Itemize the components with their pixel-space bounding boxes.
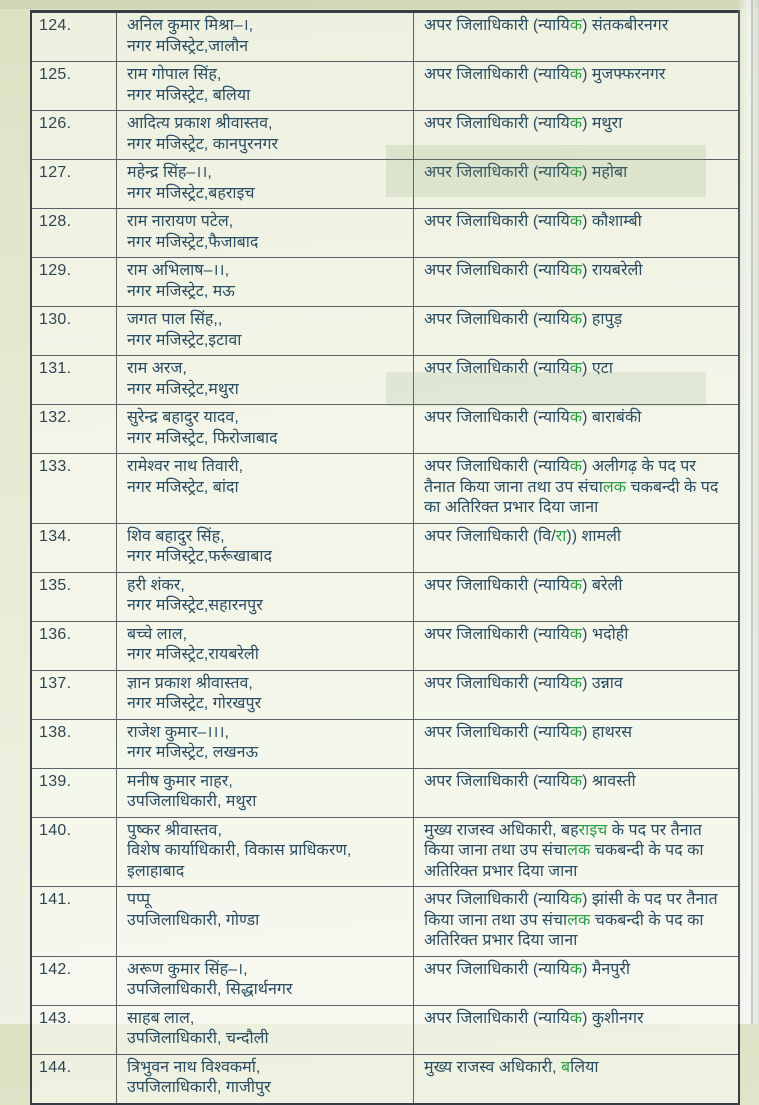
posting-segment: राइच xyxy=(578,821,608,839)
posting-segment: लक xyxy=(567,842,591,859)
posting-segment: अपर जिलाधिकारी (न्यायि xyxy=(424,891,570,908)
serial-number-cell: 124. xyxy=(32,13,117,61)
officer-line: विशेष कार्याधिकारी, विकास प्राधिकरण, इलाहाबाद xyxy=(127,842,352,880)
posting-segment: ब xyxy=(561,1058,571,1076)
posting-segment: ) उन्नाव xyxy=(582,674,623,692)
posting-segment: अपर जिलाधिकारी (वि/ xyxy=(424,527,556,545)
officer-line: सुरेन्द्र बहादुर यादव, xyxy=(127,409,239,426)
posting-segment: अपर जिलाधिकारी (न्यायि xyxy=(424,360,570,377)
officer-line: नगर मजिस्ट्रेट, कानपुरनगर xyxy=(127,135,279,153)
posting-cell xyxy=(414,622,738,670)
table-row xyxy=(32,209,738,258)
officer-cell xyxy=(117,887,414,956)
officer-line: नगर मजिस्ट्रेट, लखनऊ xyxy=(127,744,259,761)
officer-cell xyxy=(117,1055,414,1103)
posting-segment: क xyxy=(569,164,583,181)
serial-number-cell: 129. xyxy=(32,258,117,306)
posting-segment: ) मथुरा xyxy=(582,115,623,132)
table-row xyxy=(32,887,738,957)
table-row xyxy=(32,818,738,888)
posting-segment: रा xyxy=(555,527,567,545)
officer-line: उपजिलाधिकारी, चन्दौली xyxy=(127,1030,269,1047)
posting-segment: क xyxy=(569,409,583,426)
posting-segment: क xyxy=(569,213,583,230)
officer-line: नगर मजिस्ट्रेट, बलिया xyxy=(127,86,251,104)
officer-cell xyxy=(117,818,414,887)
posting-segment: क xyxy=(569,66,583,83)
posting-segment: क xyxy=(569,311,583,328)
posting-segment: अपर जिलाधिकारी (न्यायि xyxy=(424,576,570,594)
officer-line: आदित्य प्रकाश श्रीवास्तव, xyxy=(127,115,273,132)
posting-segment: अपर जिलाधिकारी (न्यायि xyxy=(424,311,570,328)
officer-line: शिव बहादुर सिंह, xyxy=(127,527,225,545)
posting-segment: क xyxy=(569,723,583,741)
officer-line: नगर मजिस्ट्रेट, फिरोजाबाद xyxy=(127,429,278,447)
officer-cell xyxy=(117,573,414,621)
officer-line: उपजिलाधिकारी, गोण्डा xyxy=(127,911,260,929)
posting-segment: ) मैनपुरी xyxy=(582,960,631,978)
officer-line: पुष्कर श्रीवास्तव, xyxy=(127,821,222,839)
officer-line: नगर मजिस्ट्रेट,फर्रूखाबाद xyxy=(127,548,273,565)
officer-line: नगर मजिस्ट्रेट, मऊ xyxy=(127,282,235,300)
posting-segment: ) कुशीनगर xyxy=(582,1009,644,1027)
posting-cell xyxy=(414,62,738,110)
table-row xyxy=(32,160,738,209)
officer-line: मनीष कुमार नाहर, xyxy=(127,772,233,790)
posting-cell xyxy=(414,356,738,404)
posting-segment: के पद पर तैनात किया जाना तथा उप संचा xyxy=(424,821,702,859)
posting-cell xyxy=(414,887,738,956)
posting-cell xyxy=(414,258,738,306)
posting-segment: चकबन्दी के पद का अतिरिक्त प्रभार दिया जाना xyxy=(424,911,704,949)
posting-segment: ) झांसी के पद पर तैनात किया जाना तथा उप संचा xyxy=(424,891,718,929)
table-row xyxy=(32,671,738,720)
table-row xyxy=(32,356,738,405)
posting-segment: अपर जिलाधिकारी (न्यायि xyxy=(424,17,570,34)
officer-line: राम गोपाल सिंह, xyxy=(127,66,222,83)
posting-cell xyxy=(414,573,738,621)
posting-cell xyxy=(414,524,738,572)
serial-number-cell: 130. xyxy=(32,307,117,355)
officer-line: नगर मजिस्ट्रेट,इटावा xyxy=(127,331,242,349)
posting-segment: क xyxy=(569,625,583,643)
table-row xyxy=(32,573,738,622)
posting-segment: ) एटा xyxy=(582,360,613,377)
officer-line: बच्चे लाल, xyxy=(127,625,188,643)
officer-cell xyxy=(117,1006,414,1054)
posting-segment: मुख्य राजस्व अधिकारी, xyxy=(424,1058,561,1076)
officer-cell xyxy=(117,307,414,355)
paper-edge-line xyxy=(751,0,753,1024)
officer-line: रामेश्वर नाथ तिवारी, xyxy=(127,458,244,475)
posting-cell xyxy=(414,1006,738,1054)
officer-line: उपजिलाधिकारी, मथुरा xyxy=(127,793,257,810)
serial-number-cell: 136. xyxy=(32,622,117,670)
serial-number-cell: 128. xyxy=(32,209,117,257)
posting-segment: क xyxy=(569,772,583,790)
officer-cell xyxy=(117,160,414,208)
officer-cell xyxy=(117,454,414,523)
officer-line: पप्पू xyxy=(127,891,151,908)
officer-line: हरी शंकर, xyxy=(127,576,185,594)
officer-line: राम अभिलाष–।।, xyxy=(127,262,230,279)
officer-cell xyxy=(117,356,414,404)
table-row xyxy=(32,307,738,356)
posting-segment: अपर जिलाधिकारी (न्यायि xyxy=(424,1009,570,1027)
serial-number-cell: 139. xyxy=(32,769,117,817)
serial-number-cell: 143. xyxy=(32,1006,117,1054)
posting-cell xyxy=(414,13,738,61)
scan-tint-strip xyxy=(0,0,759,9)
officer-line: अरूण कुमार सिंह–।, xyxy=(127,960,248,978)
posting-segment: ) महोबा xyxy=(582,164,628,181)
table-row xyxy=(32,111,738,160)
serial-number-cell: 125. xyxy=(32,62,117,110)
posting-segment: ) भदोही xyxy=(582,625,629,643)
officer-line: जगत पाल सिंह,, xyxy=(127,311,223,328)
officer-line: नगर मजिस्ट्रेट,सहारनपुर xyxy=(127,597,263,614)
officer-line: उपजिलाधिकारी, सिद्धार्थनगर xyxy=(127,981,293,998)
officer-line: नगर मजिस्ट्रेट, गोरखपुर xyxy=(127,695,262,712)
posting-segment: चकबन्दी के पद का अतिरिक्त प्रभार दिया जाना xyxy=(424,842,704,880)
officer-line: महेन्द्र सिंह–।।, xyxy=(127,164,212,181)
officer-line: नगर मजिस्ट्रेट,जालौन xyxy=(127,37,249,55)
posting-segment: अपर जिलाधिकारी (न्यायि xyxy=(424,262,570,279)
officer-cell xyxy=(117,258,414,306)
posting-segment: ) रायबरेली xyxy=(582,262,643,279)
officer-line: नगर मजिस्ट्रेट,बहराइच xyxy=(127,184,255,202)
posting-cell xyxy=(414,405,738,453)
officer-cell xyxy=(117,62,414,110)
serial-number-cell: 127. xyxy=(32,160,117,208)
posting-cell xyxy=(414,957,738,1005)
table-row xyxy=(32,622,738,671)
posting-segment: क xyxy=(569,674,583,692)
posting-cell xyxy=(414,818,738,887)
serial-number-cell: 138. xyxy=(32,720,117,768)
posting-segment: अपर जिलाधिकारी (न्यायि xyxy=(424,164,570,181)
paper-edge-highlight xyxy=(737,0,759,1024)
posting-cell xyxy=(414,307,738,355)
posting-cell xyxy=(414,769,738,817)
posting-segment: अपर जिलाधिकारी (न्यायि xyxy=(424,409,570,426)
posting-segment: लक xyxy=(567,911,591,929)
officer-cell xyxy=(117,111,414,159)
posting-segment: अपर जिलाधिकारी (न्यायि xyxy=(424,213,570,230)
table-row xyxy=(32,957,738,1006)
officer-cell xyxy=(117,769,414,817)
posting-segment: लिया xyxy=(570,1058,599,1076)
serial-number-cell: 140. xyxy=(32,818,117,887)
posting-segment: अपर जिलाधिकारी (न्यायि xyxy=(424,674,570,692)
officer-cell xyxy=(117,209,414,257)
posting-segment: ) हापुड़ xyxy=(582,311,623,328)
posting-segment: ) बरेली xyxy=(582,576,623,594)
table-row xyxy=(32,769,738,818)
posting-segment: क xyxy=(569,115,583,132)
posting-segment: लक xyxy=(602,478,626,496)
officer-line: अनिल कुमार मिश्रा–।, xyxy=(127,17,254,34)
posting-segment: अपर जिलाधिकारी (न्यायि xyxy=(424,960,570,978)
serial-number-cell: 144. xyxy=(32,1055,117,1103)
posting-segment: ) बाराबंकी xyxy=(582,409,642,426)
officer-line: त्रिभुवन नाथ विश्वकर्मा, xyxy=(127,1058,261,1076)
table-row xyxy=(32,720,738,769)
transfer-order-table xyxy=(30,10,740,1105)
officer-line: राजेश कुमार–।।।, xyxy=(127,723,229,741)
serial-number-cell: 142. xyxy=(32,957,117,1005)
posting-segment: क xyxy=(569,360,583,377)
posting-cell xyxy=(414,111,738,159)
serial-number-cell: 141. xyxy=(32,887,117,956)
officer-cell xyxy=(117,13,414,61)
officer-line: नगर मजिस्ट्रेट,फैजाबाद xyxy=(127,233,259,251)
posting-segment: )) शामली xyxy=(566,527,622,545)
serial-number-cell: 135. xyxy=(32,573,117,621)
posting-segment: ) संतकबीरनगर xyxy=(582,17,669,34)
posting-segment: अपर जिलाधिकारी (न्यायि xyxy=(424,772,570,790)
table-row xyxy=(32,13,738,62)
posting-segment: ) अलीगढ़ के पद पर तैनात किया जाना तथा उप संचा xyxy=(424,458,696,496)
table-row xyxy=(32,62,738,111)
posting-segment: क xyxy=(569,262,583,279)
serial-number-cell: 137. xyxy=(32,671,117,719)
posting-segment: क xyxy=(569,960,583,978)
posting-segment: ) कौशाम्बी xyxy=(582,213,642,230)
officer-cell xyxy=(117,671,414,719)
officer-line: नगर मजिस्ट्रेट,मथुरा xyxy=(127,380,239,398)
posting-segment: क xyxy=(569,458,583,475)
posting-cell xyxy=(414,209,738,257)
posting-segment: ) हाथरस xyxy=(582,723,633,741)
serial-number-cell: 132. xyxy=(32,405,117,453)
posting-segment: क xyxy=(569,1009,583,1027)
posting-segment: अपर जिलाधिकारी (न्यायि xyxy=(424,723,570,741)
posting-segment: मुख्य राजस्व अधिकारी, बह xyxy=(424,821,579,839)
officer-line: राम नारायण पटेल, xyxy=(127,213,234,230)
table-row xyxy=(32,1055,738,1103)
officer-cell xyxy=(117,524,414,572)
officer-line: ज्ञान प्रकाश श्रीवास्तव, xyxy=(127,674,253,692)
posting-cell xyxy=(414,454,738,523)
posting-segment: अपर जिलाधिकारी (न्यायि xyxy=(424,625,570,643)
transfer-table-body xyxy=(32,13,738,1103)
serial-number-cell: 131. xyxy=(32,356,117,404)
posting-segment: ) मुजफ्फरनगर xyxy=(582,66,666,83)
posting-segment: क xyxy=(569,891,583,908)
posting-cell xyxy=(414,1055,738,1103)
posting-cell xyxy=(414,720,738,768)
officer-cell xyxy=(117,405,414,453)
officer-line: राम अरज, xyxy=(127,360,187,377)
posting-cell xyxy=(414,671,738,719)
serial-number-cell: 126. xyxy=(32,111,117,159)
serial-number-cell: 133. xyxy=(32,454,117,523)
officer-line: साहब लाल, xyxy=(127,1009,195,1027)
posting-segment: अपर जिलाधिकारी (न्यायि xyxy=(424,115,570,132)
officer-cell xyxy=(117,720,414,768)
posting-cell xyxy=(414,160,738,208)
officer-line: नगर मजिस्ट्रेट,रायबरेली xyxy=(127,646,259,663)
posting-segment: ) श्रावस्ती xyxy=(582,772,636,790)
table-row xyxy=(32,524,738,573)
officer-cell xyxy=(117,622,414,670)
posting-segment: क xyxy=(569,17,583,34)
posting-segment: चकबन्दी के पद का अतिरिक्त प्रभार दिया जाना xyxy=(424,478,719,516)
table-row xyxy=(32,258,738,307)
officer-line: उपजिलाधिकारी, गाजीपुर xyxy=(127,1079,271,1096)
posting-segment: अपर जिलाधिकारी (न्यायि xyxy=(424,458,570,475)
table-row xyxy=(32,405,738,454)
table-row xyxy=(32,454,738,524)
serial-number-cell: 134. xyxy=(32,524,117,572)
posting-segment: अपर जिलाधिकारी (न्यायि xyxy=(424,66,570,83)
posting-segment: क xyxy=(569,576,583,594)
officer-line: नगर मजिस्ट्रेट, बांदा xyxy=(127,478,239,496)
officer-cell xyxy=(117,957,414,1005)
table-row xyxy=(32,1006,738,1055)
